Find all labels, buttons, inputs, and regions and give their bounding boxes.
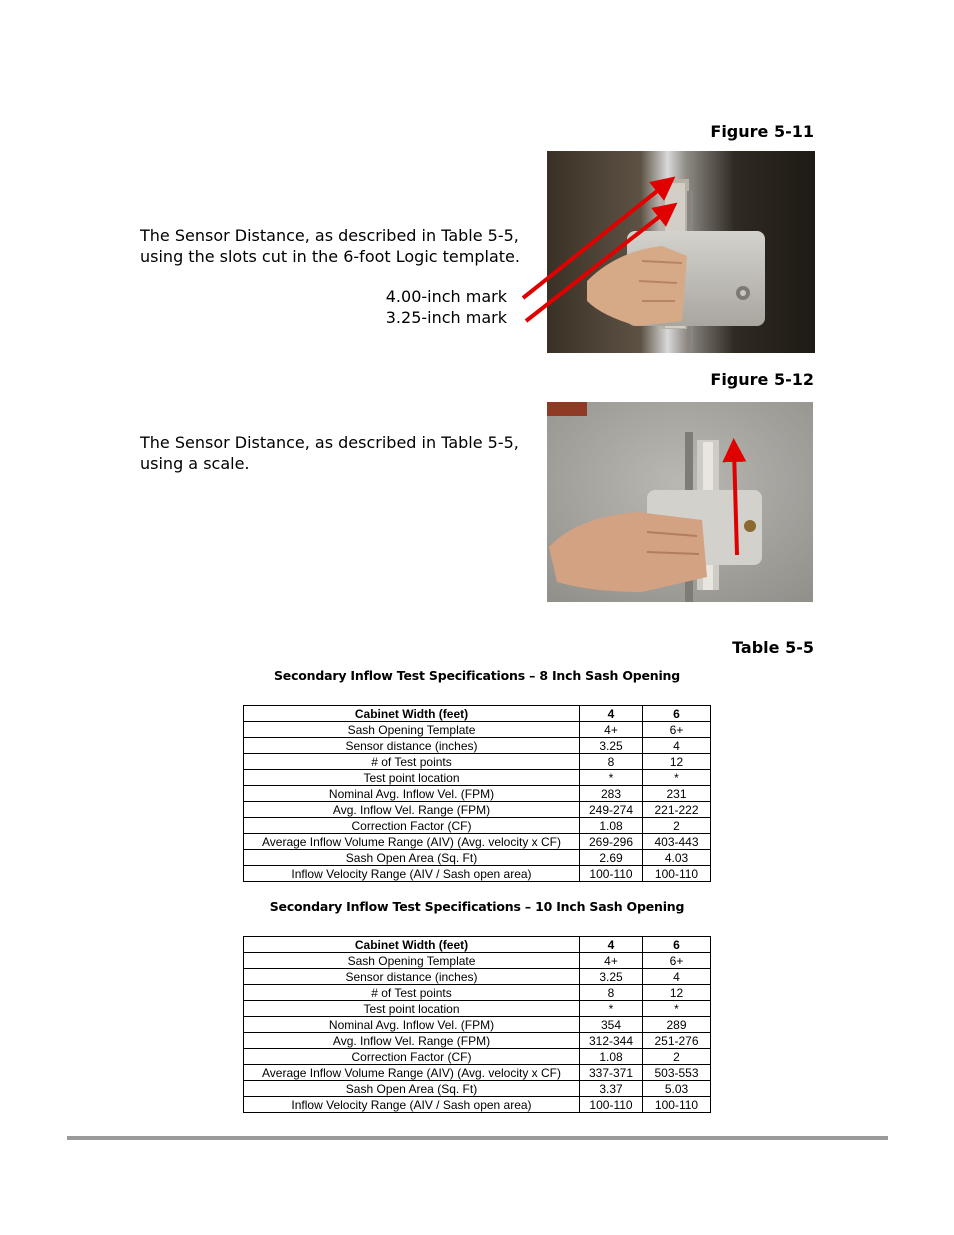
table-row [244,1065,711,1081]
table-cell: Test point location [244,1001,580,1017]
table-cell: * [580,1001,643,1017]
table-cell: 2.69 [580,850,643,866]
table-2-title: Secondary Inflow Test Specifications – 10 Inch Sash Opening [269,899,685,914]
figure-5-12-caption [140,432,520,474]
table-cell: Sensor distance (inches) [244,738,580,754]
table-row [244,722,711,738]
table-cell: Nominal Avg. Inflow Vel. (FPM) [244,786,580,802]
table-cell: 2 [643,818,711,834]
table-cell: 4.03 [643,850,711,866]
table-cell: 249-274 [580,802,643,818]
table-header-row [244,937,711,953]
table-cell: 337-371 [580,1065,643,1081]
table-cell: 12 [643,754,711,770]
table-row [244,969,711,985]
table-cell: 251-276 [643,1033,711,1049]
table-cell: 289 [643,1017,711,1033]
table-cell: Avg. Inflow Vel. Range (FPM) [244,802,580,818]
table-row [244,1017,711,1033]
table-cell: Correction Factor (CF) [244,818,580,834]
table-cell: # of Test points [244,985,580,1001]
table-row [244,1097,711,1113]
table-cell: Sash Opening Template [244,722,580,738]
spec-table-10-inch [243,936,711,1113]
table-cell: 3.25 [580,969,643,985]
table-row [244,1049,711,1065]
table-cell: 4 [643,738,711,754]
table-5-5-label: Table 5-5 [732,638,814,657]
table-cell: 5.03 [643,1081,711,1097]
figure-5-11-photo [547,151,815,353]
table-cell: 269-296 [580,834,643,850]
table-row [244,802,711,818]
caption-line: using a scale. [140,454,250,473]
table-cell: Sash Opening Template [244,953,580,969]
table-cell: Average Inflow Volume Range (AIV) (Avg. velocity x CF) [244,834,580,850]
mark-3-25-inch-label: 3.25-inch mark [385,308,507,327]
table-cell: 12 [643,985,711,1001]
table-cell: 1.08 [580,1049,643,1065]
table-cell: Correction Factor (CF) [244,1049,580,1065]
table-1-title: Secondary Inflow Test Specifications – 8 Inch Sash Opening [274,668,680,683]
table-cell: Average Inflow Volume Range (AIV) (Avg. velocity x CF) [244,1065,580,1081]
header-cell: Cabinet Width (feet) [244,937,580,953]
table-row [244,1081,711,1097]
figure-5-12-label: Figure 5-12 [710,370,814,389]
table-cell: 8 [580,985,643,1001]
table-row [244,818,711,834]
table-cell: 100-110 [580,866,643,882]
table-cell: 4 [643,969,711,985]
header-cell: 4 [580,937,643,953]
table-row [244,850,711,866]
table-header-row [244,706,711,722]
figure-5-12-photo [547,402,813,602]
table-cell: * [643,1001,711,1017]
table-row [244,786,711,802]
table-cell: 312-344 [580,1033,643,1049]
figure-5-11-caption [140,225,520,267]
spec-table-8-inch [243,705,711,882]
table-cell: 100-110 [643,1097,711,1113]
table-row [244,953,711,969]
mark-4-inch-label: 4.00-inch mark [385,287,507,306]
table-cell: 100-110 [580,1097,643,1113]
table-row [244,1033,711,1049]
table-cell: Test point location [244,770,580,786]
table-cell: 4+ [580,953,643,969]
caption-line: using the slots cut in the 6-foot Logic template. [140,247,520,266]
table-cell: 2 [643,1049,711,1065]
table-row [244,985,711,1001]
table-cell: Sash Open Area (Sq. Ft) [244,850,580,866]
header-cell: 4 [580,706,643,722]
table-row [244,834,711,850]
table-cell: 354 [580,1017,643,1033]
table-cell: Sensor distance (inches) [244,969,580,985]
table-cell: 283 [580,786,643,802]
header-cell: 6 [643,937,711,953]
table-cell: 221-222 [643,802,711,818]
figure-5-11-label: Figure 5-11 [710,122,814,141]
table-cell: # of Test points [244,754,580,770]
table-cell: Inflow Velocity Range (AIV / Sash open area) [244,866,580,882]
footer-divider [67,1136,888,1140]
table-cell: Nominal Avg. Inflow Vel. (FPM) [244,1017,580,1033]
table-cell: * [580,770,643,786]
table-row [244,754,711,770]
table-cell: 100-110 [643,866,711,882]
table-row [244,1001,711,1017]
caption-line: The Sensor Distance, as described in Table 5-5, [140,433,519,452]
table-cell: 8 [580,754,643,770]
table-row [244,866,711,882]
caption-line: The Sensor Distance, as described in Table 5-5, [140,226,519,245]
table-cell: 6+ [643,953,711,969]
table-cell: Sash Open Area (Sq. Ft) [244,1081,580,1097]
table-cell: 503-553 [643,1065,711,1081]
table-cell: 231 [643,786,711,802]
table-cell: 3.37 [580,1081,643,1097]
table-row [244,770,711,786]
table-cell: 4+ [580,722,643,738]
table-row [244,738,711,754]
table-cell: * [643,770,711,786]
table-cell: Avg. Inflow Vel. Range (FPM) [244,1033,580,1049]
header-cell: Cabinet Width (feet) [244,706,580,722]
table-cell: 1.08 [580,818,643,834]
table-cell: Inflow Velocity Range (AIV / Sash open area) [244,1097,580,1113]
header-cell: 6 [643,706,711,722]
table-cell: 3.25 [580,738,643,754]
table-cell: 403-443 [643,834,711,850]
table-cell: 6+ [643,722,711,738]
